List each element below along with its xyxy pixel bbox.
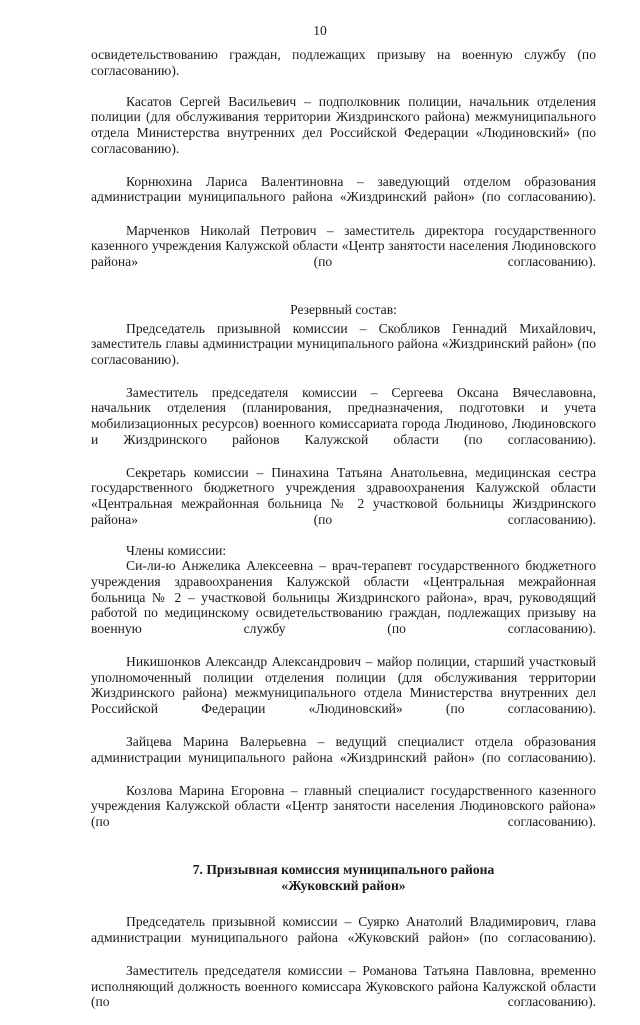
reserve-member: Зайцева Марина Валерьевна – ведущий специалист отдела образования администрации муниципального района «Жиздринский район» (по согласованию). (91, 733, 596, 765)
document-body (91, 47, 596, 1025)
paragraph-continuation: освидетельствованию граждан, подлежащих призыву на военную службу (по согласованию). (91, 47, 596, 78)
reserve-member: Си-ли-ю Анжелика Алексеевна – врач-терапевт государственного бюджетного учреждения здравоохранения Калужской области «Центральная межрайонная больница № 2 – участковой больницы Жиздринского района», врач, руководящий работой по медицинскому освидетельствованию граждан, подлежащих призыву на военную службу (по согласованию). (91, 558, 596, 636)
member-kornyukhina: Корнюхина Лариса Валентиновна – заведующий отделом образования администрации муниципального района «Жиздринский район» (по согласованию). (91, 173, 596, 205)
reserve-member: Никишонков Александр Александрович – майор полиции, старший участковый уполномоченный полиции отделения полиции (для обслуживания территории Жиздринского района) межмуниципального отдела Министерства внутренних дел Российской Федерации «Людиновский» (по согласованию). (91, 653, 596, 716)
page-number: 10 (313, 23, 327, 38)
reserve-chairman: Председатель призывной комиссии – Скобликов Геннадий Михайлович, заместитель главы администрации муниципального района «Жиздринский район» (по согласованию). (91, 320, 596, 367)
member-kasatov: Касатов Сергей Васильевич – подполковник полиции, начальник отделения полиции (для обслуживания территории Жиздринского района) межмуниципального отдела Министерства внутренних дел Российской Федерации «Людиновский» (по согласованию). (91, 93, 596, 156)
section-7-title-line2: «Жуковский район» (281, 877, 406, 893)
section-7-title-line1: 7. Призывная комиссия муниципального района (192, 862, 495, 878)
section-7-chairman: Председатель призывной комиссии – Суярко Анатолий Владимирович, глава администрации муниципального района «Жуковский район» (по согласованию). (91, 914, 596, 945)
reserve-heading: Резервный состав: (290, 301, 397, 317)
member-marchenkov: Марченков Николай Петрович – заместитель директора государственного казенного учреждения Калужской области «Центр занятости населения Людиновского района» (по согласованию). (91, 222, 596, 269)
members-label: Члены комиссии: (126, 542, 227, 558)
reserve-deputy: Заместитель председателя комиссии – Сергеева Оксана Вячеславовна, начальник отделения (планирования, предназначения, подготовки и учета мобилизационных ресурсов) военного комиссариата города Людиново, Людиновского и Жиздринского районов Калужской области (по согласованию). (91, 384, 596, 447)
section-7-title (91, 862, 596, 893)
reserve-member: Козлова Марина Егоровна – главный специалист государственного казенного учреждения Калужской области «Центр занятости населения Людиновского района» (по согласованию). (91, 782, 596, 829)
reserve-secretary: Секретарь комиссии – Пинахина Татьяна Анатольевна, медицинская сестра государственного бюджетного учреждения здравоохранения Калужской области «Центральная межрайонная больница № 2 участковой больницы Жиздринского района» (по согласованию). (91, 464, 596, 527)
section-7-deputy: Заместитель председателя комиссии – Романова Татьяна Павловна, временно исполняющий должность военного комиссара Жуковского района Калужской области (по согласованию). (91, 963, 596, 1010)
